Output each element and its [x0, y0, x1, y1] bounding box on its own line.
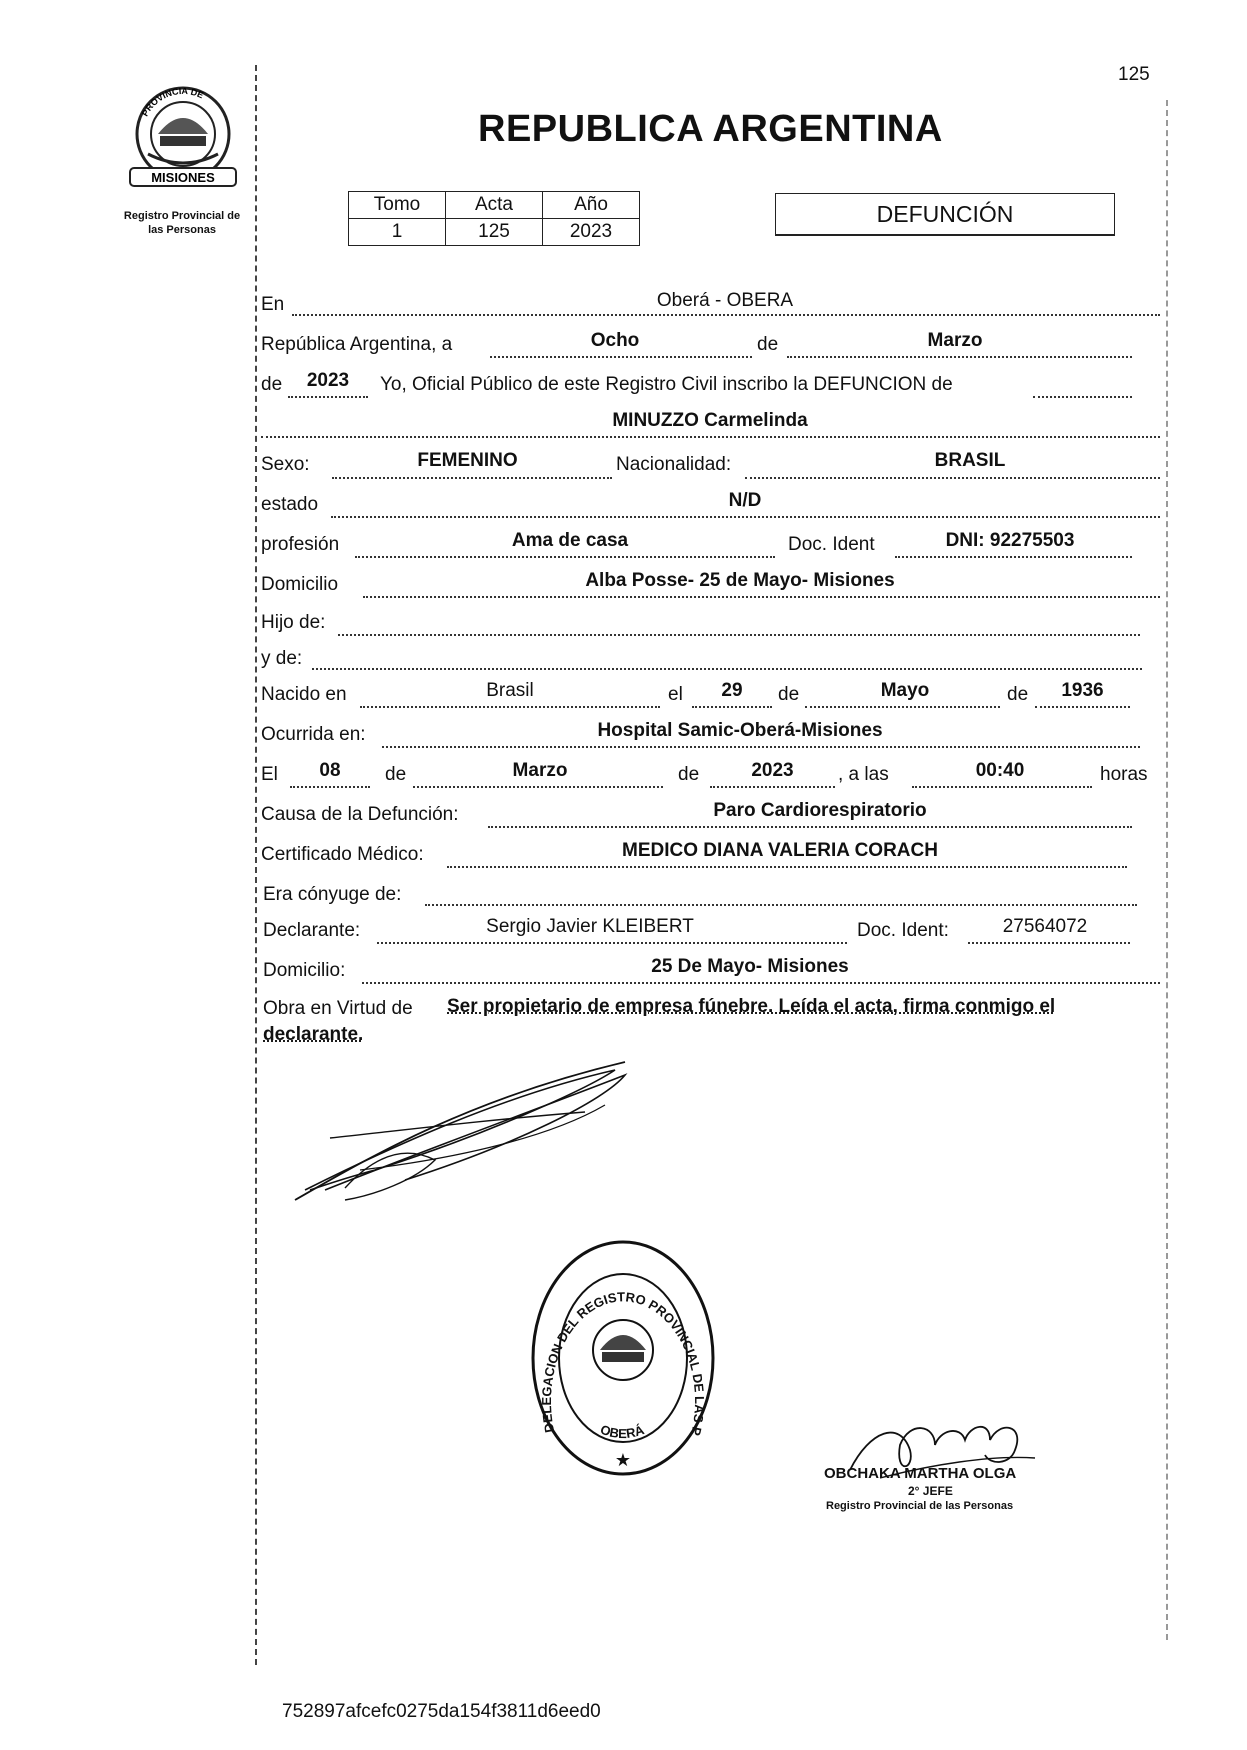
deceased-line [261, 436, 1160, 438]
causa-line [488, 826, 1132, 828]
death-day: 08 [319, 760, 341, 781]
yde-line [312, 668, 1142, 670]
record-type-box [775, 193, 1115, 236]
birth-month-line [805, 706, 1000, 708]
doc-ident-label: Doc. Ident [788, 534, 875, 555]
oficial-trailing-line [1033, 396, 1132, 398]
sexo-label: Sexo: [261, 454, 310, 475]
de6-label: de [678, 764, 700, 785]
misiones-seal-icon [108, 72, 258, 202]
signature-scribble-icon [285, 1050, 645, 1210]
left-margin-line [255, 65, 257, 1665]
doc-ident2-value: 27564072 [1002, 916, 1088, 937]
estado-value: N/D [728, 490, 762, 511]
nacido-label: Nacido en [261, 684, 347, 705]
profesion-value: Ama de casa [511, 530, 629, 551]
svg-text:PROVINCIA DE: PROVINCIA DE [139, 85, 206, 118]
official-role: 2° JEFE [908, 1484, 953, 1498]
causa-label: Causa de la Defunción: [261, 804, 459, 825]
en-label: En [261, 294, 285, 315]
svg-text:DELEGACION DEL REGISTRO PROVIN: DELEGACION DEL REGISTRO PROVINCIAL DE LAS P [538, 1289, 708, 1438]
official-office: Registro Provincial de las Personas [826, 1500, 1014, 1512]
de3-label: de [778, 684, 800, 705]
page-number: 125 [1118, 64, 1150, 85]
alas-label: , a las [838, 764, 889, 785]
record-table [348, 191, 640, 246]
doc-ident-line [895, 556, 1132, 558]
profesion-line [355, 556, 775, 558]
ocurrida-label: Ocurrida en: [261, 724, 366, 745]
day-line [490, 356, 752, 358]
birth-day-line [692, 706, 772, 708]
en-value: Oberá - OBERA [656, 290, 794, 311]
obra-label: Obra en Virtud de [263, 998, 413, 1019]
obra-value-line2: declarante. [263, 1024, 364, 1045]
declarant-signature [285, 1050, 645, 1210]
logo-caption-line1: Registro Provincial de [123, 210, 241, 222]
domicilio2-label: Domicilio: [263, 960, 346, 981]
horas-label: horas [1100, 764, 1148, 785]
estado-label: estado [261, 494, 319, 515]
document-hash: 752897afcefc0275da154f3811d6eed0 [282, 1701, 601, 1722]
delegation-stamp-icon [528, 1238, 718, 1478]
birth-month: Mayo [880, 680, 930, 701]
conyuge-line [425, 904, 1137, 906]
estado-line [331, 516, 1160, 518]
en-line [292, 314, 1160, 316]
certificado-value: MEDICO DIANA VALERIA CORACH [622, 840, 938, 861]
record-type: DEFUNCIÓN [876, 201, 1014, 227]
death-month-line [413, 786, 663, 788]
domicilio-line [363, 596, 1160, 598]
official-stamp [528, 1238, 718, 1478]
death-year: 2023 [751, 760, 794, 781]
day-words: Ocho [590, 330, 640, 351]
year-line [288, 396, 368, 398]
record-table-header: Año [543, 192, 640, 219]
domicilio2-line [362, 982, 1160, 984]
official-name: OBCHAKA MARTHA OLGA [824, 1465, 1017, 1482]
doc-ident2-label: Doc. Ident: [857, 920, 949, 941]
yde-label: y de: [261, 648, 303, 669]
death-year-line [710, 786, 835, 788]
sexo-value: FEMENINO [417, 450, 518, 471]
page-title: REPUBLICA ARGENTINA [478, 108, 943, 150]
causa-value: Paro Cardiorespiratorio [713, 800, 927, 821]
declarante-value: Sergio Javier KLEIBERT [486, 916, 694, 937]
nacionalidad-label: Nacionalidad: [616, 454, 732, 475]
profesion-label: profesión [261, 534, 340, 555]
certificado-label: Certificado Médico: [261, 844, 424, 865]
doc-ident2-line [968, 942, 1130, 944]
domicilio-label: Domicilio [261, 574, 339, 595]
ocurrida-line [382, 746, 1140, 748]
hijo-label: Hijo de: [261, 612, 326, 633]
record-table-cell: 125 [446, 219, 543, 246]
de2-label: de [261, 374, 283, 395]
month-line [787, 356, 1132, 358]
birth-year: 1936 [1061, 680, 1104, 701]
domicilio-value: Alba Posse- 25 de Mayo- Misiones [585, 570, 895, 591]
month-words: Marzo [927, 330, 983, 351]
de1-label: de [757, 334, 779, 355]
obra-value-line1: Ser propietario de empresa fúnebre. Leída el acta, firma conmigo el [447, 996, 1056, 1017]
year: 2023 [306, 370, 350, 391]
nacionalidad-value: BRASIL [934, 450, 1006, 471]
nacionalidad-line [745, 477, 1160, 479]
certificado-line [447, 866, 1127, 868]
record-table-header-row [349, 192, 640, 219]
right-margin-line [1166, 100, 1168, 1640]
svg-text:★: ★ [614, 1450, 632, 1470]
svg-text:OBERÁ: OBERÁ [598, 1421, 647, 1442]
record-table-header: Acta [446, 192, 543, 219]
record-table-cell: 1 [349, 219, 446, 246]
de5-label: de [385, 764, 407, 785]
doc-ident-value: DNI: 92275503 [945, 530, 1075, 551]
svg-text:MISIONES: MISIONES [151, 170, 215, 185]
birth-day: 29 [721, 680, 743, 701]
record-table-value-row [349, 219, 640, 246]
conyuge-label: Era cónyuge de: [263, 884, 402, 905]
ocurrida-value: Hospital Samic-Oberá-Misiones [597, 720, 883, 741]
record-table-cell: 2023 [543, 219, 640, 246]
declarante-label: Declarante: [263, 920, 361, 941]
deceased-name: MINUZZO Carmelinda [612, 410, 808, 431]
death-day-line [290, 786, 370, 788]
death-time: 00:40 [975, 760, 1025, 781]
republica-label: República Argentina, a [261, 334, 453, 355]
death-month: Marzo [512, 760, 568, 781]
el-label: el [668, 684, 683, 705]
death-time-line [912, 786, 1092, 788]
logo-caption-line2: las Personas [148, 224, 216, 236]
nacido-line [360, 706, 660, 708]
el2-label: El [261, 764, 278, 785]
province-logo [108, 72, 258, 202]
hijo-line [338, 634, 1140, 636]
record-table-header: Tomo [349, 192, 446, 219]
declarante-line [377, 942, 847, 944]
nacido-value: Brasil [486, 680, 534, 701]
logo-caption [92, 209, 272, 237]
domicilio2-value: 25 De Mayo- Misiones [651, 956, 849, 977]
de4-label: de [1007, 684, 1029, 705]
oficial-text: Yo, Oficial Público de este Registro Civil inscribo la DEFUNCION de [380, 374, 953, 395]
sexo-line [332, 477, 612, 479]
birth-year-line [1035, 706, 1130, 708]
